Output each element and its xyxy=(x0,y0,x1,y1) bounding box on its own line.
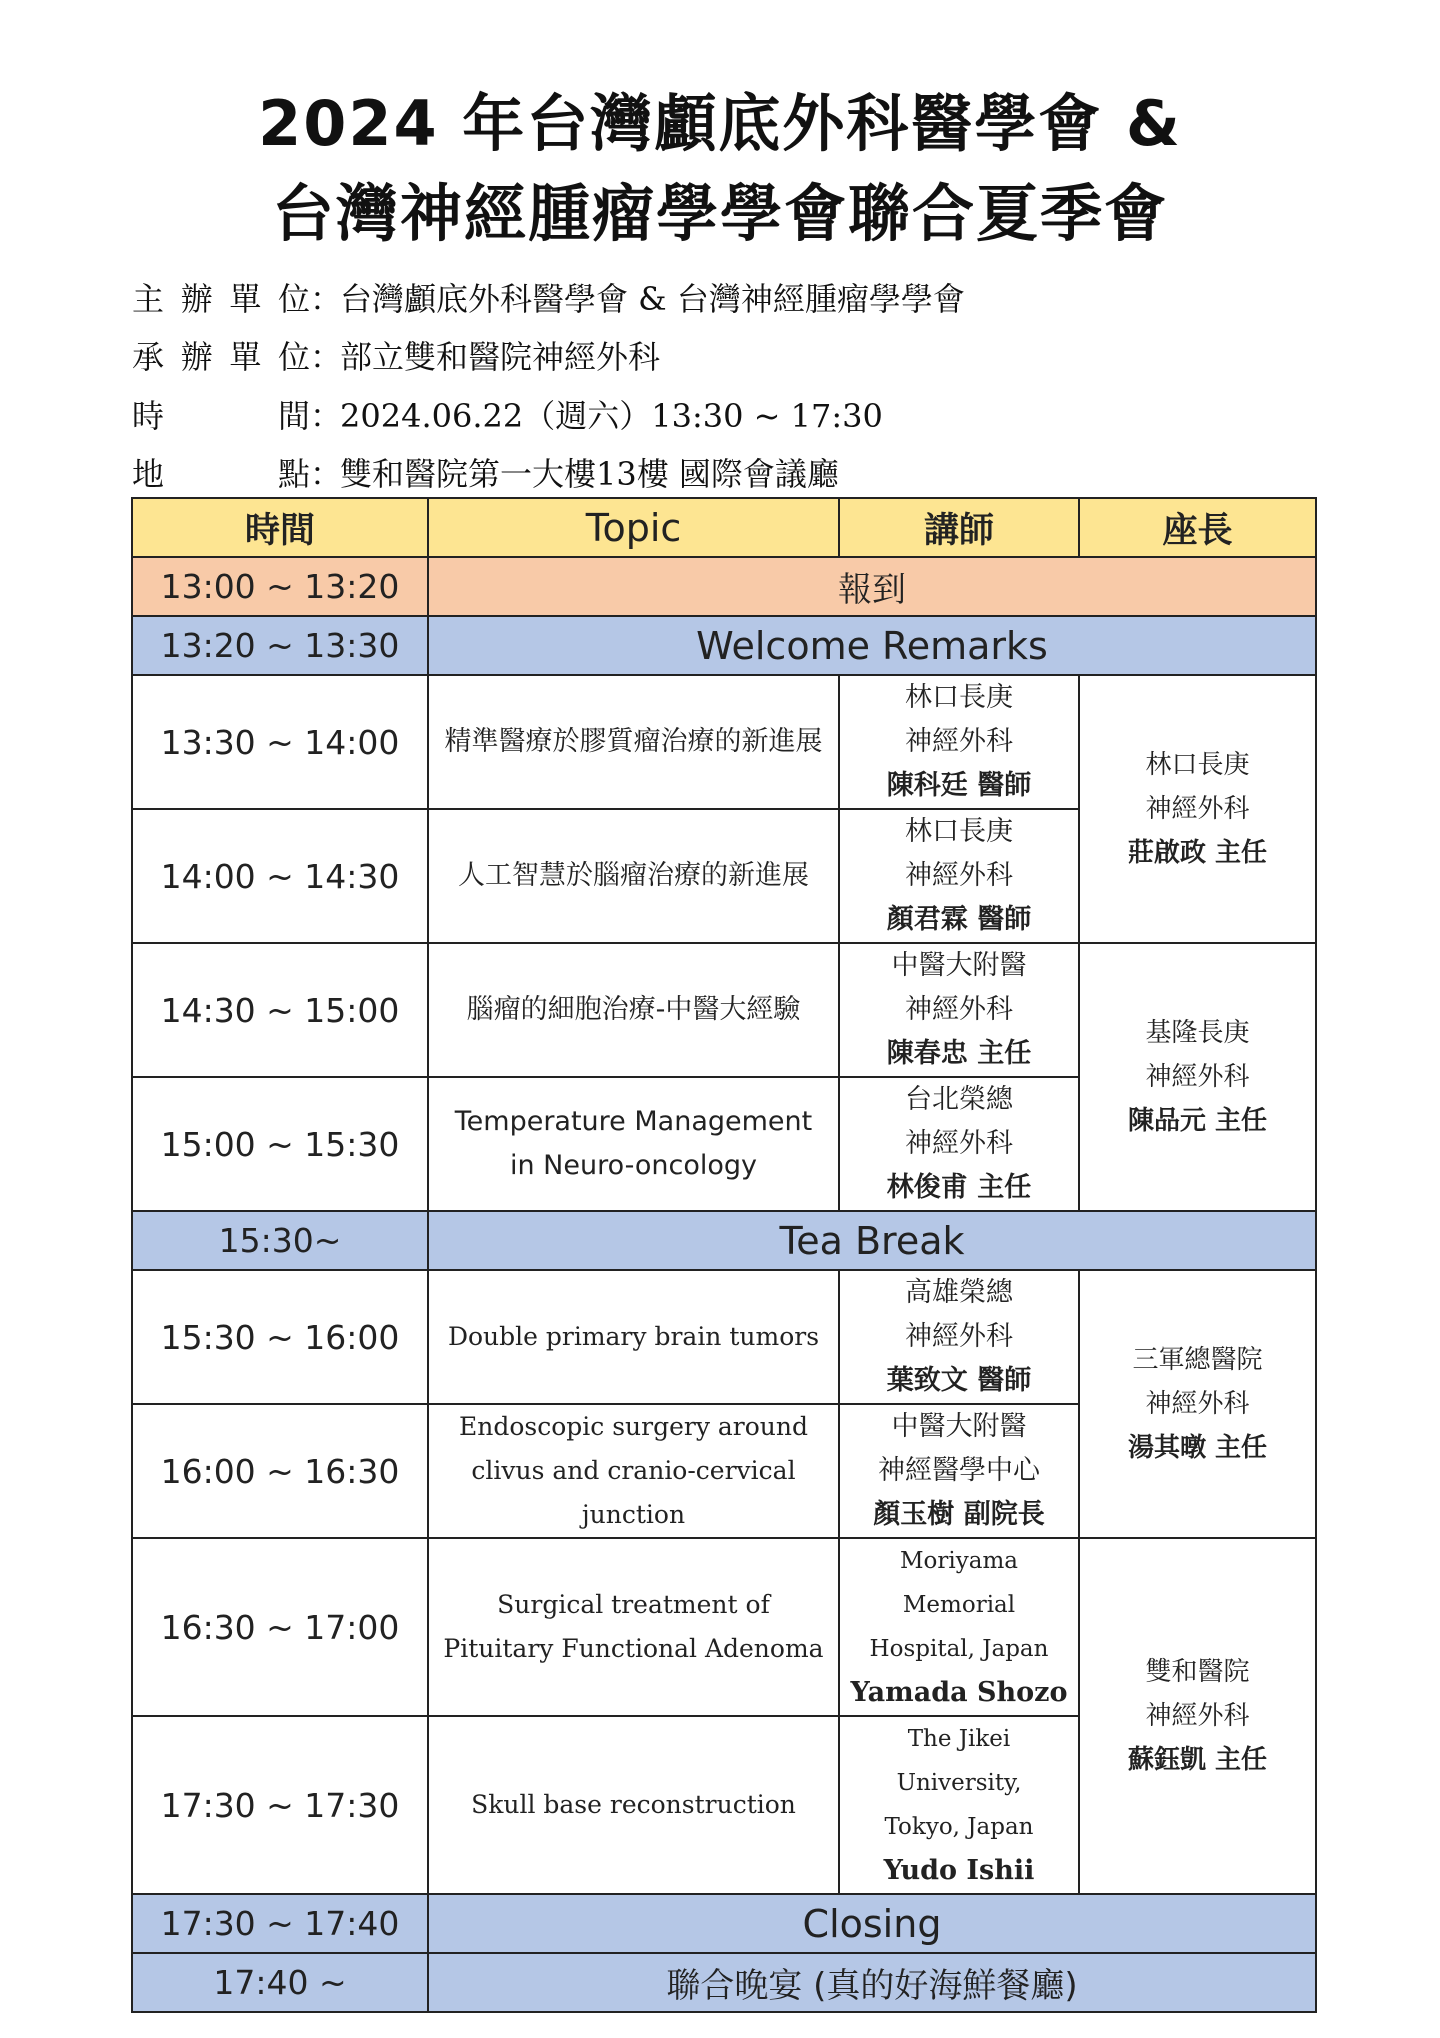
chair-name: 蘇鈺凱 主任 xyxy=(1127,1745,1268,1775)
place-info xyxy=(132,452,1332,496)
speaker-department: 神經外科 xyxy=(905,860,1013,891)
schedule-table xyxy=(131,497,1317,2013)
speaker-affiliation: 高雄榮總 xyxy=(905,1277,1013,1308)
session-chair xyxy=(1079,1538,1316,1894)
place-label: 地點 xyxy=(132,455,310,493)
chair-department: 神經外科 xyxy=(1145,1062,1250,1092)
chair-affiliation: 三軍總醫院 xyxy=(1132,1345,1263,1375)
place-value: 雙和醫院第一大樓13樓 國際會議廳 xyxy=(340,455,839,493)
talk-speaker xyxy=(839,809,1079,943)
speaker-department: 神經外科 xyxy=(905,1321,1013,1352)
speaker-name: 陳科廷 醫師 xyxy=(886,770,1032,801)
table-header-row xyxy=(132,498,1316,557)
chair-department: 神經外科 xyxy=(1145,1389,1250,1419)
talk-speaker xyxy=(839,1716,1079,1894)
speaker-name: 顏君霖 醫師 xyxy=(886,904,1032,935)
separator: ： xyxy=(310,397,343,435)
talk-time: 17:30 ~ 17:30 xyxy=(132,1716,428,1894)
speaker-name: 顏玉樹 副院長 xyxy=(873,1499,1045,1530)
talk-speaker xyxy=(839,943,1079,1077)
speaker-name: Yamada Shozo xyxy=(850,1677,1068,1708)
header-topic: Topic xyxy=(428,498,839,557)
tea-break-row xyxy=(132,1211,1316,1270)
host-value: 部立雙和醫院神經外科 xyxy=(340,338,661,376)
table-row xyxy=(132,675,1316,809)
chair-name: 湯其暾 主任 xyxy=(1127,1433,1268,1463)
talk-time: 13:30 ~ 14:00 xyxy=(132,675,428,809)
talk-topic: Double primary brain tumors xyxy=(428,1270,839,1404)
speaker-department: 神經醫學中心 xyxy=(878,1455,1040,1486)
chair-name: 陳品元 主任 xyxy=(1127,1106,1268,1136)
page-title-line-2: 台灣神經腫瘤學學會聯合夏季會 xyxy=(271,177,1168,250)
page-title-line-1: 2024 年台灣顱底外科醫學會 & xyxy=(258,87,1182,160)
speaker-affiliation: Moriyama Memorial xyxy=(900,1548,1018,1618)
speaker-affiliation-3: Tokyo, Japan xyxy=(884,1814,1034,1840)
talk-time: 14:00 ~ 14:30 xyxy=(132,809,428,943)
session-chair xyxy=(1079,1270,1316,1538)
talk-speaker xyxy=(839,1270,1079,1404)
speaker-name: Yudo Ishii xyxy=(883,1855,1035,1886)
speaker-affiliation-2: Hospital, Japan xyxy=(869,1636,1049,1662)
talk-speaker xyxy=(839,1538,1079,1716)
talk-time: 14:30 ~ 15:00 xyxy=(132,943,428,1077)
speaker-name: 林俊甫 主任 xyxy=(886,1172,1032,1203)
time-label: 時間 xyxy=(132,397,310,435)
chair-affiliation: 雙和醫院 xyxy=(1145,1657,1250,1687)
dinner-row xyxy=(132,1953,1316,2012)
organizer-value: 台灣顱底外科醫學會 & 台灣神經腫瘤學學會 xyxy=(340,280,965,318)
session-chair xyxy=(1079,943,1316,1211)
separator: ： xyxy=(310,280,343,318)
header-time: 時間 xyxy=(132,498,428,557)
speaker-department: 神經外科 xyxy=(905,994,1013,1025)
row-time: 13:00 ~ 13:20 xyxy=(132,557,428,616)
time-value: 2024.06.22（週六）13:30 ~ 17:30 xyxy=(340,397,883,435)
chair-affiliation: 基隆長庚 xyxy=(1145,1018,1250,1048)
time-info xyxy=(132,394,1332,438)
talk-time: 15:30 ~ 16:00 xyxy=(132,1270,428,1404)
speaker-affiliation-2: University, xyxy=(896,1770,1022,1796)
talk-speaker xyxy=(839,1404,1079,1538)
speaker-name: 葉致文 醫師 xyxy=(886,1365,1032,1396)
organizer-info xyxy=(132,277,1332,321)
speaker-department: 神經外科 xyxy=(905,1128,1013,1159)
talk-topic: Surgical treatment of Pituitary Functional Adenoma xyxy=(428,1538,839,1716)
talk-topic: Endoscopic surgery around clivus and cranio-cervical junction xyxy=(428,1404,839,1538)
talk-speaker xyxy=(839,1077,1079,1211)
talk-topic: 精準醫療於膠質瘤治療的新進展 xyxy=(428,675,839,809)
speaker-affiliation: 林口長庚 xyxy=(905,816,1013,847)
header-chair: 座長 xyxy=(1079,498,1316,557)
chair-department: 神經外科 xyxy=(1145,1701,1250,1731)
registration-row xyxy=(132,557,1316,616)
speaker-name: 陳春忠 主任 xyxy=(886,1038,1032,1069)
header-speaker: 講師 xyxy=(839,498,1079,557)
speaker-affiliation: The Jikei xyxy=(907,1726,1011,1752)
separator: ： xyxy=(310,455,343,493)
speaker-department: 神經外科 xyxy=(905,726,1013,757)
session-chair xyxy=(1079,675,1316,943)
table-row xyxy=(132,943,1316,1077)
chair-name: 莊啟政 主任 xyxy=(1127,838,1268,868)
host-label: 承辦單位 xyxy=(132,338,310,376)
row-time: 15:30~ xyxy=(132,1211,428,1270)
row-event: 報到 xyxy=(428,557,1316,616)
talk-topic: 人工智慧於腦瘤治療的新進展 xyxy=(428,809,839,943)
chair-affiliation: 林口長庚 xyxy=(1145,750,1250,780)
speaker-affiliation: 中醫大附醫 xyxy=(891,950,1027,981)
row-event: 聯合晚宴 (真的好海鮮餐廳) xyxy=(428,1953,1316,2012)
chair-department: 神經外科 xyxy=(1145,794,1250,824)
talk-time: 16:30 ~ 17:00 xyxy=(132,1538,428,1716)
closing-row xyxy=(132,1894,1316,1953)
row-event: Tea Break xyxy=(428,1211,1316,1270)
row-time: 17:40 ~ xyxy=(132,1953,428,2012)
talk-speaker xyxy=(839,675,1079,809)
speaker-affiliation: 林口長庚 xyxy=(905,682,1013,713)
talk-topic: Skull base reconstruction xyxy=(428,1716,839,1894)
row-event: Closing xyxy=(428,1894,1316,1953)
speaker-affiliation: 中醫大附醫 xyxy=(891,1411,1027,1442)
talk-topic: Temperature Management in Neuro-oncology xyxy=(428,1077,839,1211)
host-info xyxy=(132,335,1332,379)
talk-time: 16:00 ~ 16:30 xyxy=(132,1404,428,1538)
speaker-affiliation: 台北榮總 xyxy=(905,1084,1013,1115)
table-row xyxy=(132,1270,1316,1404)
talk-time: 15:00 ~ 15:30 xyxy=(132,1077,428,1211)
row-time: 17:30 ~ 17:40 xyxy=(132,1894,428,1953)
separator: ： xyxy=(310,338,343,376)
organizer-label: 主辦單位 xyxy=(132,280,310,318)
welcome-row xyxy=(132,616,1316,675)
table-row xyxy=(132,1538,1316,1716)
row-event: Welcome Remarks xyxy=(428,616,1316,675)
row-time: 13:20 ~ 13:30 xyxy=(132,616,428,675)
talk-topic: 腦瘤的細胞治療-中醫大經驗 xyxy=(428,943,839,1077)
